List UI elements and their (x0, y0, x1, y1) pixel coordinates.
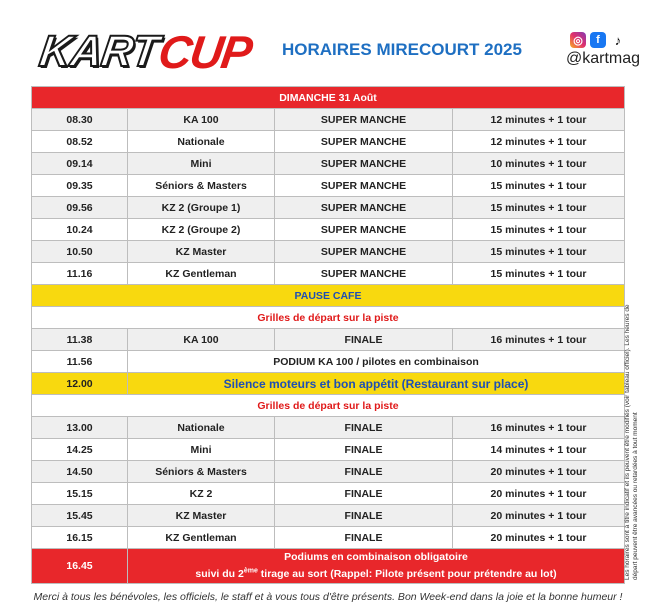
lunch-row (32, 373, 625, 395)
pause-row (32, 285, 625, 307)
final-podium-row (32, 549, 625, 584)
session-time: 11.38 (32, 329, 128, 351)
schedule-table (31, 86, 625, 584)
session-row (32, 439, 625, 461)
session-type: SUPER MANCHE (275, 197, 453, 219)
session-category: Nationale (128, 417, 275, 439)
session-type: FINALE (275, 527, 453, 549)
session-duration: 12 minutes + 1 tour (453, 109, 625, 131)
podium-row (32, 351, 625, 373)
session-category: Mini (128, 439, 275, 461)
kartcup-logo (36, 22, 255, 78)
grid-notice-row (32, 395, 625, 417)
session-type: SUPER MANCHE (275, 131, 453, 153)
final-line1: Podiums en combinaison obligatoire (284, 551, 468, 564)
session-row (32, 263, 625, 285)
session-duration: 15 minutes + 1 tour (453, 197, 625, 219)
session-type: SUPER MANCHE (275, 219, 453, 241)
session-type: SUPER MANCHE (275, 109, 453, 131)
session-time: 14.50 (32, 461, 128, 483)
session-category: Nationale (128, 131, 275, 153)
session-time: 09.35 (32, 175, 128, 197)
session-time: 14.25 (32, 439, 128, 461)
session-row (32, 527, 625, 549)
session-type: SUPER MANCHE (275, 153, 453, 175)
session-row (32, 461, 625, 483)
social-handle[interactable]: @kartmag (566, 50, 641, 67)
page-title: HORAIRES MIRECOURT 2025 (282, 40, 522, 59)
session-time: 15.15 (32, 483, 128, 505)
session-duration: 15 minutes + 1 tour (453, 241, 625, 263)
logo-cup-text: CUP (155, 26, 255, 78)
session-type: FINALE (275, 329, 453, 351)
final-podium-text (128, 549, 625, 584)
session-category: KZ Gentleman (128, 263, 275, 285)
session-time: 08.52 (32, 131, 128, 153)
session-row (32, 197, 625, 219)
session-type: FINALE (275, 483, 453, 505)
session-category: KZ Gentleman (128, 527, 275, 549)
session-category: Séniors & Masters (128, 175, 275, 197)
grid-notice: Grilles de départ sur la piste (32, 395, 625, 417)
session-row (32, 153, 625, 175)
session-category: KZ 2 (Groupe 1) (128, 197, 275, 219)
session-time: 09.56 (32, 197, 128, 219)
final-line2: suivi du 2ème tirage au sort (Rappel: Pilote présent pour prétendre au lot) (195, 567, 557, 580)
session-time: 10.50 (32, 241, 128, 263)
session-time: 16.15 (32, 527, 128, 549)
pause-label: PAUSE CAFE (32, 285, 625, 307)
session-type: SUPER MANCHE (275, 241, 453, 263)
session-row (32, 329, 625, 351)
session-duration: 12 minutes + 1 tour (453, 131, 625, 153)
session-row (32, 131, 625, 153)
lunch-time: 12.00 (32, 373, 128, 395)
session-row (32, 483, 625, 505)
session-category: KZ 2 (Groupe 2) (128, 219, 275, 241)
session-category: KA 100 (128, 109, 275, 131)
session-time: 08.30 (32, 109, 128, 131)
facebook-icon[interactable]: f (590, 32, 606, 48)
footer-message: Merci à tous les bénévoles, les officiels, le staff et à vous tous d'être présents. Bon Week-end dans la joie et la bonne humeur ! (33, 591, 623, 603)
session-category: Séniors & Masters (128, 461, 275, 483)
session-duration: 16 minutes + 1 tour (453, 417, 625, 439)
logo-kart-text: KART (36, 27, 161, 76)
session-time: 09.14 (32, 153, 128, 175)
session-type: FINALE (275, 461, 453, 483)
session-duration: 20 minutes + 1 tour (453, 527, 625, 549)
session-row (32, 505, 625, 527)
session-duration: 15 minutes + 1 tour (453, 263, 625, 285)
session-type: SUPER MANCHE (275, 263, 453, 285)
tiktok-icon[interactable]: ♪ (610, 32, 626, 48)
session-type: FINALE (275, 439, 453, 461)
session-duration: 20 minutes + 1 tour (453, 461, 625, 483)
session-row (32, 175, 625, 197)
session-row (32, 417, 625, 439)
session-category: Mini (128, 153, 275, 175)
session-time: 15.45 (32, 505, 128, 527)
podium-time: 11.56 (32, 351, 128, 373)
session-row (32, 219, 625, 241)
session-category: KA 100 (128, 329, 275, 351)
session-duration: 10 minutes + 1 tour (453, 153, 625, 175)
session-row (32, 109, 625, 131)
session-duration: 20 minutes + 1 tour (453, 483, 625, 505)
session-duration: 16 minutes + 1 tour (453, 329, 625, 351)
podium-text: PODIUM KA 100 / pilotes en combinaison (128, 351, 625, 373)
session-row (32, 241, 625, 263)
session-category: KZ Master (128, 505, 275, 527)
session-category: KZ Master (128, 241, 275, 263)
session-duration: 14 minutes + 1 tour (453, 439, 625, 461)
session-type: SUPER MANCHE (275, 175, 453, 197)
social-block (566, 32, 646, 72)
grid-notice: Grilles de départ sur la piste (32, 307, 625, 329)
session-type: FINALE (275, 505, 453, 527)
day-header-row (32, 87, 625, 109)
session-time: 10.24 (32, 219, 128, 241)
lunch-text: Silence moteurs et bon appétit (Restaurant sur place) (128, 373, 625, 395)
session-duration: 15 minutes + 1 tour (453, 175, 625, 197)
session-time: 11.16 (32, 263, 128, 285)
session-time: 13.00 (32, 417, 128, 439)
session-category: KZ 2 (128, 483, 275, 505)
side-note: Les horaires sont à titre indicatif et ils peuvent être modifiés (voir tableau officiel). Les heures de départ peuvent être avancées ou retardées à tout moment (624, 304, 639, 580)
day-header: DIMANCHE 31 Août (32, 87, 625, 109)
header (0, 0, 656, 84)
session-type: FINALE (275, 417, 453, 439)
grid-notice-row (32, 307, 625, 329)
session-duration: 20 minutes + 1 tour (453, 505, 625, 527)
session-duration: 15 minutes + 1 tour (453, 219, 625, 241)
final-time: 16.45 (32, 549, 128, 584)
instagram-icon[interactable]: ◎ (570, 32, 586, 48)
